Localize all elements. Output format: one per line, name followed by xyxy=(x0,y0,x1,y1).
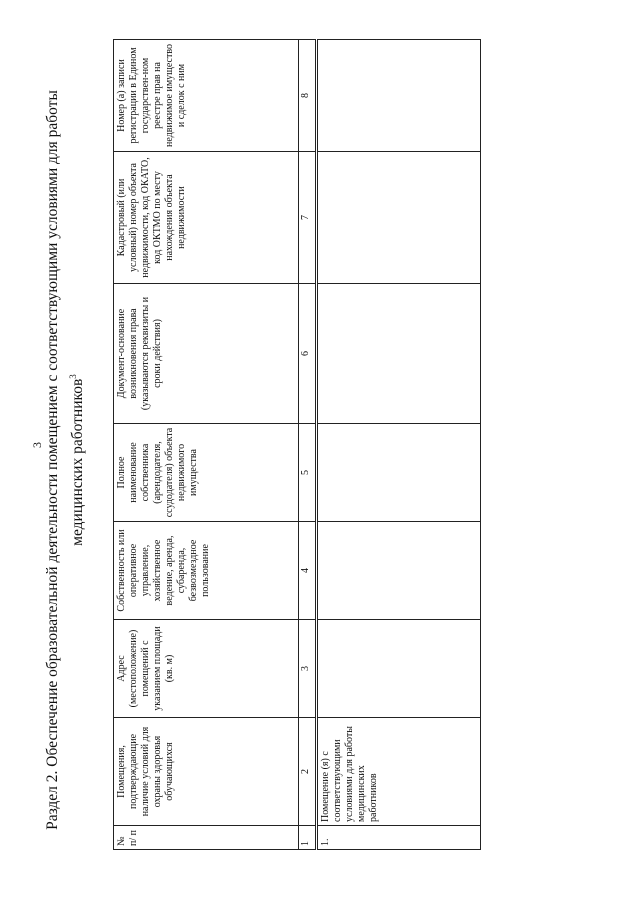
title-line-2-text: медицинских работников xyxy=(69,378,87,546)
header-cadastral: Кадастровый (или условный) номер объекта недвижимости, код ОКАТО, код ОКТМО по месту нахождения объекта недвижимости xyxy=(114,152,299,284)
row-owner-name xyxy=(317,424,481,522)
header-premises: Помещения, подтверждающие наличие условий для охраны здоровья обучающихся xyxy=(114,718,299,826)
header-ownership: Собственность или оперативное управление, хозяйственное ведение, аренда, субаренда, безвозмездное пользование xyxy=(114,522,299,620)
header-registration: Номер (а) записи регистрации в Едином государствен-ном реестре прав на недвижимое имущество и сделок с ним xyxy=(114,40,299,152)
title-line-1: Раздел 2. Обеспечение образовательной деятельности помещением с соответствующими условиями для работы xyxy=(44,90,61,830)
title-line-2 xyxy=(63,30,88,890)
column-number: 3 xyxy=(299,620,317,718)
column-number: 7 xyxy=(299,152,317,284)
row-num: 1. xyxy=(317,826,481,850)
header-address: Адрес (местоположение) помещений с указанием площади (кв. м) xyxy=(114,620,299,718)
column-number: 8 xyxy=(299,40,317,152)
column-number-row xyxy=(299,40,317,850)
header-owner-name: Полное наименование собственника (арендодателя, ссудодателя) объекта недвижимого имущества xyxy=(114,424,299,522)
rotated-sheet xyxy=(30,30,590,890)
section-title xyxy=(42,30,88,890)
row-premises: Помещение (я) с соответствующими условиями для работы медицинских работников xyxy=(317,718,481,826)
table-row xyxy=(317,40,481,850)
column-number: 1 xyxy=(299,826,317,850)
column-number: 2 xyxy=(299,718,317,826)
header-num: № п/ п xyxy=(114,826,299,850)
column-number: 4 xyxy=(299,522,317,620)
row-ownership xyxy=(317,522,481,620)
column-number: 6 xyxy=(299,284,317,424)
row-document xyxy=(317,284,481,424)
title-footnote-mark: 3 xyxy=(68,374,78,379)
page-number: 3 xyxy=(30,442,44,448)
header-document: Документ-основание возникновения права (указываются реквизиты и сроки действия) xyxy=(114,284,299,424)
table-header-row xyxy=(114,40,299,850)
column-number: 5 xyxy=(299,424,317,522)
row-cadastral xyxy=(317,152,481,284)
premises-table xyxy=(113,39,481,850)
row-address xyxy=(317,620,481,718)
row-registration xyxy=(317,40,481,152)
